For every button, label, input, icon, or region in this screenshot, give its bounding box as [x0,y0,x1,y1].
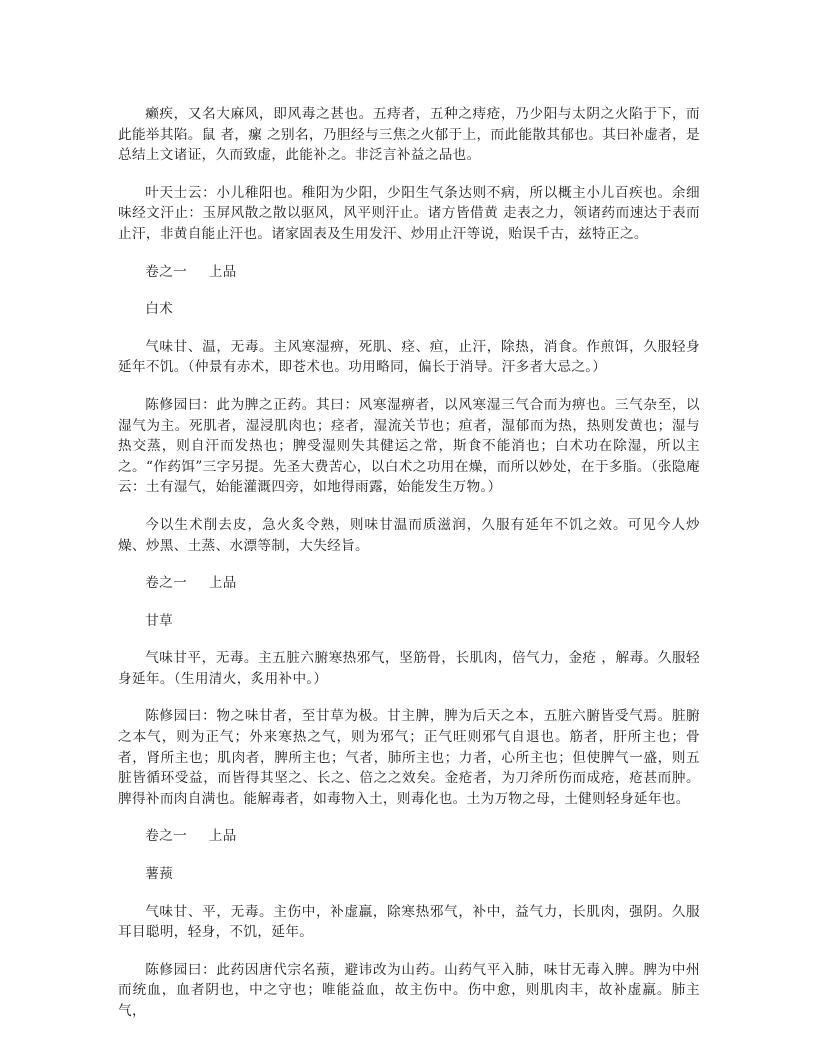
paragraph-ye-tianshi: 叶天士云：小儿稚阳也。稚阳为少阳，少阳生气条达则不病，所以概主小儿百疾也。余细味经文汗止：玉屏风散之散以驱风，风平则汗止。诸方皆借黄 走表之力，领诸药而速达于表而止汗，非黄自能止汗也。诸家固表及生用发汗、炒用止汗等说，贻误千古，兹特正之。 [118,184,700,242]
paragraph-shuyu-commentary: 陈修园曰：此药因唐代宗名蓣，避讳改为山药。山药气平入肺，味甘无毒入脾。脾为中州而统血，血者阴也，中之守也；唯能益血，故主伤中。伤中愈，则肌肉丰，故补虚羸。肺主气， [118,961,700,1019]
herb-title-gancao: 甘草 [145,612,174,629]
paragraph-baizhu-commentary: 陈修园曰：此为脾之正药。其曰：风寒湿痹者，以风寒湿三气合而为痹也。三气杂至，以湿气为主。死肌者，湿浸肌肉也；痉者，湿流关节也；疸者，湿郁而为热，热则发黄也；湿与热交蒸，则自汗而发热也；脾受湿则失其健运之常，斯食不能消也；白术功在除湿，所以主之。“作药饵”三字另提。先圣大费苦心，以白术之功用在燥，而所以妙处，在于多脂。（张隐庵云：土有湿气，始能灌溉四旁，如地得雨露，始能发生万物。） [118,396,700,496]
paragraph-baizhu-preparation: 今以生术削去皮，急火炙令熟，则味甘温而质滋润，久服有延年不饥之效。可见今人炒燥、炒黑、土蒸、水漂等制，大失经旨。 [118,516,700,554]
section-heading-volume [118,262,700,283]
grade-label: 上品 [208,575,237,592]
grade-label: 上品 [208,263,237,280]
paragraph-gancao-properties: 气味甘平，无毒。主五脏六腑寒热邪气，坚筋骨，长肌肉，倍气力，金疮 ，解毒。久服轻身延年。（生用清火，炙用补中。） [118,650,700,687]
herb-title-shuyu: 薯蓣 [145,866,174,883]
document-page [118,104,700,1039]
section-heading-volume [118,573,700,594]
section-heading-volume [118,826,700,847]
paragraph-gancao-commentary: 陈修园曰：物之味甘者，至甘草为极。甘主脾，脾为后天之本，五脏六腑皆受气焉。脏腑之本气，则为正气；外来寒热之气，则为邪气；正气旺则邪气自退也。筋者，肝所主也；骨者，肾所主也；肌肉者，脾所主也；气者，肺所主也；力者，心所主也；但使脾气一盛，则五脏皆循环受益，而皆得其坚之、长之、倍之之效矣。金疮者，为刀斧所伤而成疮，疮甚而肿。脾得补而肉自满也。能解毒者，如毒物入土，则毒化也。土为万物之母，土健则轻身延年也。 [118,708,700,807]
volume-label: 卷之一 [145,828,188,845]
paragraph-shuyu-properties: 气味甘、平，无毒。主伤中，补虚羸，除寒热邪气，补中，益气力，长肌肉，强阴。久服耳目聪明，轻身，不饥，延年。 [118,903,700,941]
grade-label: 上品 [208,828,237,845]
volume-label: 卷之一 [145,575,188,592]
paragraph-leprosy-hemorrhoids: 癞疾，又名大麻风，即风毒之甚也。五痔者，五种之痔疮，乃少阳与太阴之火陷于下，而此能举其陷。鼠 者，瘰 之别名，乃胆经与三焦之火郁于上，而此能散其郁也。其曰补虚者，是总结上文诸证，久而致虚，此能补之。非泛言补益之品也。 [118,106,700,164]
herb-title-baizhu: 白术 [145,301,174,318]
paragraph-baizhu-properties: 气味甘、温，无毒。主风寒湿痹，死肌、痉、疸，止汗，除热，消食。作煎饵，久服轻身延年不饥。（仲景有赤术，即苍术也。功用略同，偏长于消导。汗多者大忌之。） [118,338,700,376]
volume-label: 卷之一 [145,263,188,280]
